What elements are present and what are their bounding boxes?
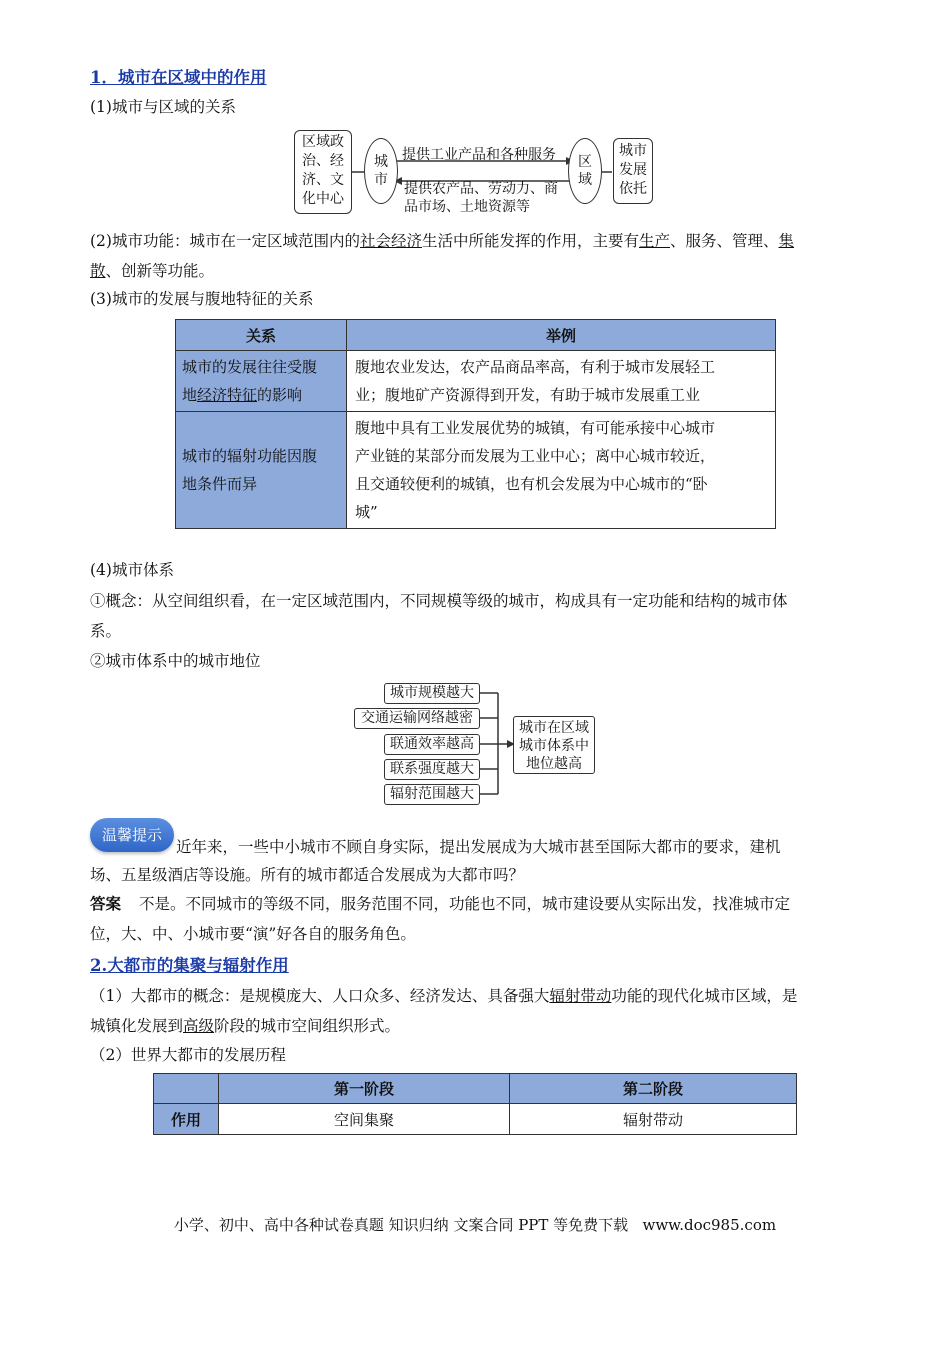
text: 、创新等功能。 [105,262,215,280]
city-function-paragraph [90,226,870,286]
para-line: 系。 [90,622,122,640]
text: 的影响 [257,386,303,404]
arrow-label-bottom [404,180,558,216]
text: 阶段的城市空间组织形式。 [214,1017,401,1035]
text: （1）大都市的概念：是规模庞大、人口众多、经济发达、具备强大 [90,987,550,1005]
text: 城镇化发展到 [90,1017,184,1035]
concept-paragraph [90,586,870,646]
cell-line: 腹地农业发达，农产品商品率高，有利于城市发展轻工 [355,358,716,376]
diagram-text: 域 [578,172,592,188]
cell-line: 产业链的某部分而发展为工业中心；离中心城市较近， [355,447,716,465]
diagram-text: 治、经 [302,153,344,169]
diagram-text: 依托 [619,181,647,197]
factor-box: 联系强度越大 [384,759,480,780]
section2-heading[interactable]: 2.大都市的集聚与辐射作用 [90,956,289,975]
diagram-text: 市 [374,172,388,188]
factor-box: 城市规模越大 [384,683,480,704]
cell-line: 且交通较便利的城镇，也有机会发展为中心城市的“卧 [355,475,708,493]
diagram-text: 提供农产品、劳动力、商 [404,181,558,197]
subheading-city-system: (4)城市体系 [90,561,174,579]
subheading-city-region: (1)城市与区域的关系 [90,98,236,116]
cell-line: 地条件而异 [182,475,258,493]
factor-box: 交通运输网络越密 [354,708,480,729]
table-header: 第一阶段 [219,1074,510,1104]
diagram-text: 发展 [619,162,647,178]
arrow-label-top: 提供工业产品和各种服务 [402,147,556,163]
table-cell [176,412,347,529]
para-line: ①概念：从空间组织看，在一定区域范围内，不同规模等级的城市，构成具有一定功能和结构的城市体 [90,592,788,610]
subheading-city-status: ②城市体系中的城市地位 [90,652,261,670]
text: 、服务、管理、 [670,232,779,250]
diagram-text: 城市在区域 [519,720,589,736]
section1-heading[interactable]: 1．城市在区域中的作用 [90,68,267,87]
diagram-text: 城 [374,154,388,170]
cell-line: 城市的发展往往受腹 [182,358,318,376]
underlined-term: 经济特征 [197,386,258,404]
tip-badge: 温馨提示 [90,818,174,852]
answer-label: 答案 [90,894,122,913]
cell-line: 业；腹地矿产资源得到开发，有助于城市发展重工业 [355,386,701,404]
text: 不是。不同城市的等级不同，服务范围不同，功能也不同，城市建设要从实际出发，找准城市定 [139,895,791,913]
text: (2)城市功能：城市在一定区域范围内的 [90,232,360,250]
tip-question-line2: 场、五星级酒店等设施。所有的城市都适合发展成为大都市吗？ [90,866,525,884]
text: 地 [182,386,198,404]
table-cell [176,351,347,412]
table-cell [347,412,776,529]
diagram-text: 城市 [619,143,647,159]
tip-answer-line2: 位，大、中、小城市要“演”好各自的服务角色。 [90,925,416,943]
result-box [513,716,595,774]
factor-box: 联通效率越高 [384,734,480,755]
diagram-text: 品市场、土地资源等 [404,199,530,215]
subheading-hinterland: (3)城市的发展与腹地特征的关系 [90,290,314,308]
para-line [90,226,870,256]
factor-box: 辐射范围越大 [384,784,480,805]
diagram-text: 地位越高 [526,756,582,772]
table-cell: 空间集聚 [219,1104,510,1135]
tip-question-line1: 近年来，一些中小城市不顾自身实际，提出发展成为大城市甚至国际大都市的要求，建机 [176,838,781,856]
diagram-text: 区域政 [302,134,344,150]
diagram-text: 济、文 [302,172,344,188]
subheading-development-process: （2）世界大都市的发展历程 [90,1046,286,1064]
table-header: 举例 [347,320,776,351]
city-development-box [613,138,653,204]
underlined-term: 辐射带动 [549,987,612,1005]
table-cell: 辐射带动 [510,1104,797,1135]
metropolis-concept-paragraph [90,981,870,1041]
table-cell [347,351,776,412]
stages-table [153,1073,797,1135]
city-ellipse [364,138,398,204]
tip-answer-line1 [90,889,790,919]
cell-line: 城” [355,503,378,521]
diagram-text: 区 [578,154,592,170]
region-ellipse [568,138,602,204]
underlined-term: 生产 [639,232,671,250]
cell-line: 腹地中具有工业发展优势的城镇，有可能承接中心城市 [355,419,716,437]
underlined-term: 社会经济 [359,232,422,250]
row-label: 作用 [154,1104,219,1135]
cell-line [182,381,340,409]
underlined-term: 集 [778,232,795,250]
diagram-text: 化中心 [302,191,344,207]
para-line [90,256,870,286]
cell-line: 城市的辐射功能因腹 [182,447,318,465]
underlined-term: 高级 [183,1017,215,1035]
page-footer: 小学、初中、高中各种试卷真题 知识归纳 文案合同 PPT 等免费下载 www.doc985.com [173,1216,777,1234]
para-line [90,981,870,1011]
underlined-term: 散 [90,262,106,280]
table-header [154,1074,219,1104]
para-line [90,1011,870,1041]
table-header: 关系 [176,320,347,351]
text: 生活中所能发挥的作用，主要有 [421,232,639,250]
table-header: 第二阶段 [510,1074,797,1104]
hinterland-table [175,319,776,529]
text: 功能的现代化城市区域，是 [611,987,798,1005]
diagram-text: 城市体系中 [519,738,589,754]
